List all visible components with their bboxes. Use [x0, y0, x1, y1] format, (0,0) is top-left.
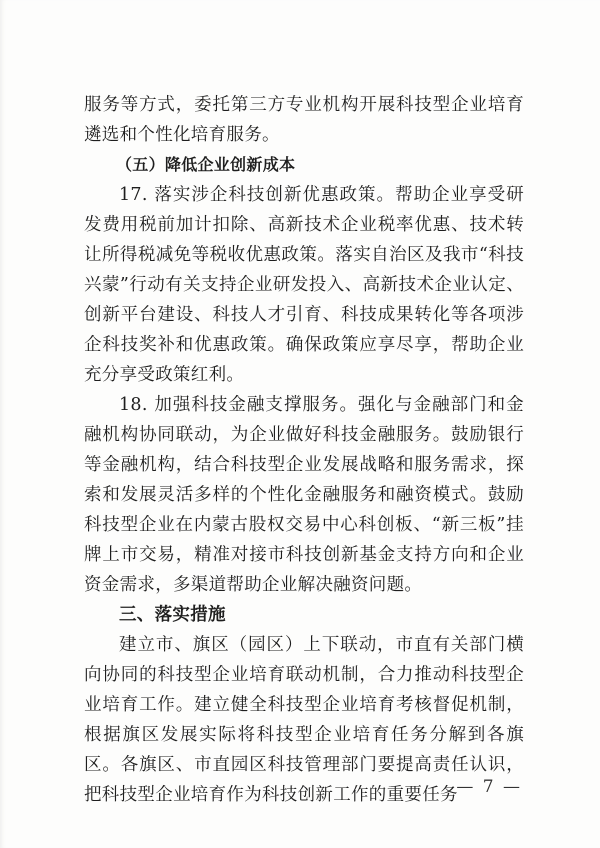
subheading-reduce-innovation-cost: （五）降低企业创新成本: [116, 155, 296, 174]
paragraph-18: 18. 加强科技金融支撑服务。强化与金融部门和金融机构协同联动，为企业做好科技金融服务。鼓励银行等金融机构，结合科技型企业发展战略和服务需求，探索和发展灵活多样的个性化金融服务和融资模式。鼓励科技型企业在内蒙古股权交易中心科创板、“新三板”挂牌上市交易，精准对接市科技创新基金支持方向和企业资金需求，多渠道帮助企业解决融资问题。: [84, 395, 524, 595]
paragraph-continuation: 服务等方式，委托第三方专业机构开展科技型企业培育遴选和个性化培育服务。: [84, 95, 524, 145]
paragraph-measures: 建立市、旗区（园区）上下联动，市直有关部门横向协同的科技型企业培育联动机制，合力推动科技型企业培育工作。建立健全科技型企业培育考核督促机制，根据旗区发展实际将科技型企业培育任务分解到各旗区。各旗区、市直园区科技管理部门要提高责任认识，把科技型企业培育作为科技创新工作的重要任务: [84, 635, 524, 805]
document-body: [84, 90, 524, 810]
paragraph-17: 17. 落实涉企科技创新优惠政策。帮助企业享受研发费用税前加计扣除、高新技术企业税率优惠、技术转让所得税减免等税收优惠政策。落实自治区及我市“科技兴蒙”行动有关支持企业研发投入、高新技术企业认定、创新平台建设、科技人才引育、科技成果转化等各项涉企科技奖补和优惠政策。确保政策应享尽享，帮助企业充分享受政策红利。: [84, 185, 524, 385]
page-number: — 7 —: [456, 777, 522, 797]
section-heading-implementation: 三、落实措施: [119, 605, 226, 625]
